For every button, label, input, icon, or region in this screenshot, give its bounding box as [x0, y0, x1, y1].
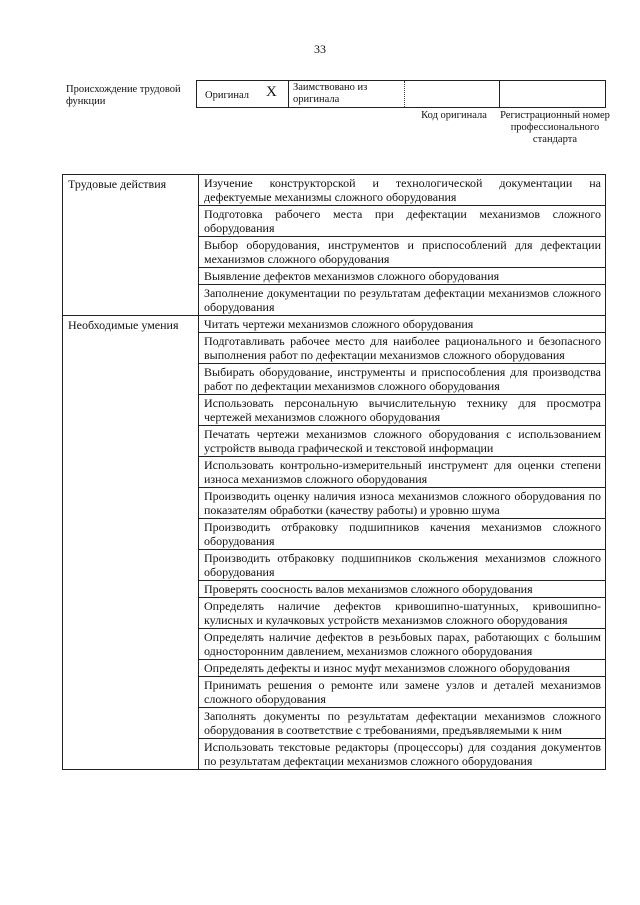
section-item: Принимать решения о ремонте или замене узлов и деталей механизмов сложного оборудования [199, 677, 606, 708]
section-item: Выбор оборудования, инструментов и приспособлений для дефектации механизмов сложного оборудования [199, 237, 606, 268]
origin-label: Происхождение трудовой функции [66, 84, 181, 107]
function-table-body [63, 175, 606, 770]
section-item: Производить отбраковку подшипников скольжения механизмов сложного оборудования [199, 550, 606, 581]
origin-table [196, 80, 606, 108]
original-label: Оригинал [205, 90, 249, 101]
original-mark: X [266, 84, 277, 100]
section-item: Определять дефекты и износ муфт механизмов сложного оборудования [199, 660, 606, 677]
reg-number-cell [500, 81, 605, 107]
code-cell [405, 81, 500, 107]
function-table [62, 174, 606, 770]
borrowed-label: Заимствовано из оригинала [293, 82, 368, 105]
section-item: Подготавливать рабочее место для наиболее рационального и безопасного выполнения работ по дефектации механизмов сложного оборудования [199, 333, 606, 364]
section-item: Использовать контрольно-измерительный инструмент для оценки степени износа механизмов сложного оборудования [199, 457, 606, 488]
section-item: Печатать чертежи механизмов сложного оборудования с использованием устройств вывода графической и текстовой информации [199, 426, 606, 457]
section-item: Выявление дефектов механизмов сложного оборудования [199, 268, 606, 285]
original-cell [197, 81, 289, 107]
section-item: Использовать персональную вычислительную технику для просмотра чертежей механизмов сложного оборудования [199, 395, 606, 426]
section-item: Производить оценку наличия износа механизмов сложного оборудования по показателям обработки (качеству работы) и уровню шума [199, 488, 606, 519]
section-item: Заполнение документации по результатам дефектации механизмов сложного оборудования [199, 285, 606, 316]
section-item: Изучение конструкторской и технологической документации на дефектуемые механизмы сложного оборудования [199, 175, 606, 206]
section-item: Производить отбраковку подшипников качения механизмов сложного оборудования [199, 519, 606, 550]
section-item: Определять наличие дефектов в резьбовых парах, работающих с большим односторонним давлением, механизмов сложного оборудования [199, 629, 606, 660]
section-label: Необходимые умения [63, 316, 199, 770]
reg-number-caption: Регистрационный номер профессионального стандарта [500, 110, 610, 145]
section-label: Трудовые действия [63, 175, 199, 316]
section-item: Читать чертежи механизмов сложного оборудования [199, 316, 606, 333]
section-item: Определять наличие дефектов кривошипно-шатунных, кривошипно-кулисных и кулачковых устройств механизмов сложного оборудования [199, 598, 606, 629]
section-item: Выбирать оборудование, инструменты и приспособления для производства работ по дефектации механизмов сложного оборудования [199, 364, 606, 395]
section-item: Использовать текстовые редакторы (процессоры) для создания документов по результатам дефектации механизмов сложного оборудования [199, 739, 606, 770]
code-caption: Код оригинала [421, 110, 487, 121]
section-item: Заполнять документы по результатам дефектации механизмов сложного оборудования в соответствие с требованиями, предъявляемыми к ним [199, 708, 606, 739]
page-number: 33 [314, 42, 326, 56]
table-row [63, 175, 606, 206]
section-item: Подготовка рабочего места при дефектации механизмов сложного оборудования [199, 206, 606, 237]
table-row [63, 316, 606, 333]
section-item: Проверять соосность валов механизмов сложного оборудования [199, 581, 606, 598]
borrowed-cell [289, 81, 405, 107]
